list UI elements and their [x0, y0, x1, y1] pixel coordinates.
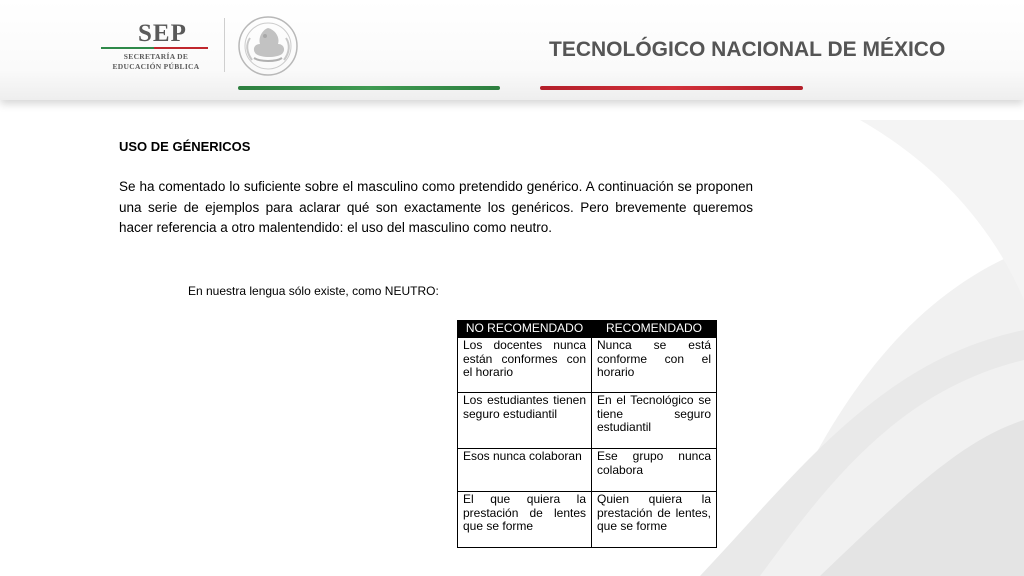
mexican-coat-of-arms-seal-icon	[232, 14, 304, 80]
sep-logo-line-red	[154, 47, 208, 49]
intro-paragraph: Se ha comentado lo suficiente sobre el masculino como pretendido genérico. A continuación se proponen una serie de ejemplos para aclarar qué son exactamente los genéricos. Pero brevemente queremos hacer referencia a otro malentendido: el uso del masculino como neutro.	[119, 179, 753, 235]
table-cell-recommended: Quien quiera la prestación de lentes, que se forme	[592, 492, 717, 548]
table-header-row	[458, 321, 717, 338]
header-recommended: RECOMENDADO	[592, 321, 717, 338]
logo-divider	[224, 18, 225, 72]
sep-logo-line-green	[101, 47, 154, 49]
section-title: USO DE GÉNERICOS	[119, 139, 251, 154]
red-stripe	[540, 86, 803, 90]
table-cell-not-recommended: Los estudiantes tienen seguro estudiantil	[458, 393, 592, 449]
table-cell-recommended: Nunca se está conforme con el horario	[592, 338, 717, 393]
header-not-recommended: NO RECOMENDADO	[458, 321, 592, 338]
examples-table	[457, 320, 717, 548]
sep-logo-subtitle-2: EDUCACIÓN PÚBLICA	[112, 62, 200, 71]
sep-logo-subtitle-1: SECRETARÍA DE	[123, 52, 189, 61]
table-cell-not-recommended: Esos nunca colaboran	[458, 449, 592, 492]
table-cell-recommended: Ese grupo nunca colabora	[592, 449, 717, 492]
table-row	[458, 338, 717, 393]
table-cell-not-recommended: Los docentes nunca están conformes con el horario	[458, 338, 592, 393]
neutro-note: En nuestra lengua sólo existe, como NEUTRO:	[188, 284, 439, 298]
table-row	[458, 449, 717, 492]
table-cell-recommended: En el Tecnológico se tiene seguro estudiantil	[592, 393, 717, 449]
table-row	[458, 393, 717, 449]
sep-logo-wordmark: SEP	[138, 20, 187, 47]
green-stripe	[238, 86, 500, 90]
table-row	[458, 492, 717, 548]
header-banner	[0, 0, 1024, 100]
institution-name: TECNOLÓGICO NACIONAL DE MÉXICO	[549, 38, 946, 61]
table-cell-not-recommended: El que quiera la prestación de lentes que se forme	[458, 492, 592, 548]
